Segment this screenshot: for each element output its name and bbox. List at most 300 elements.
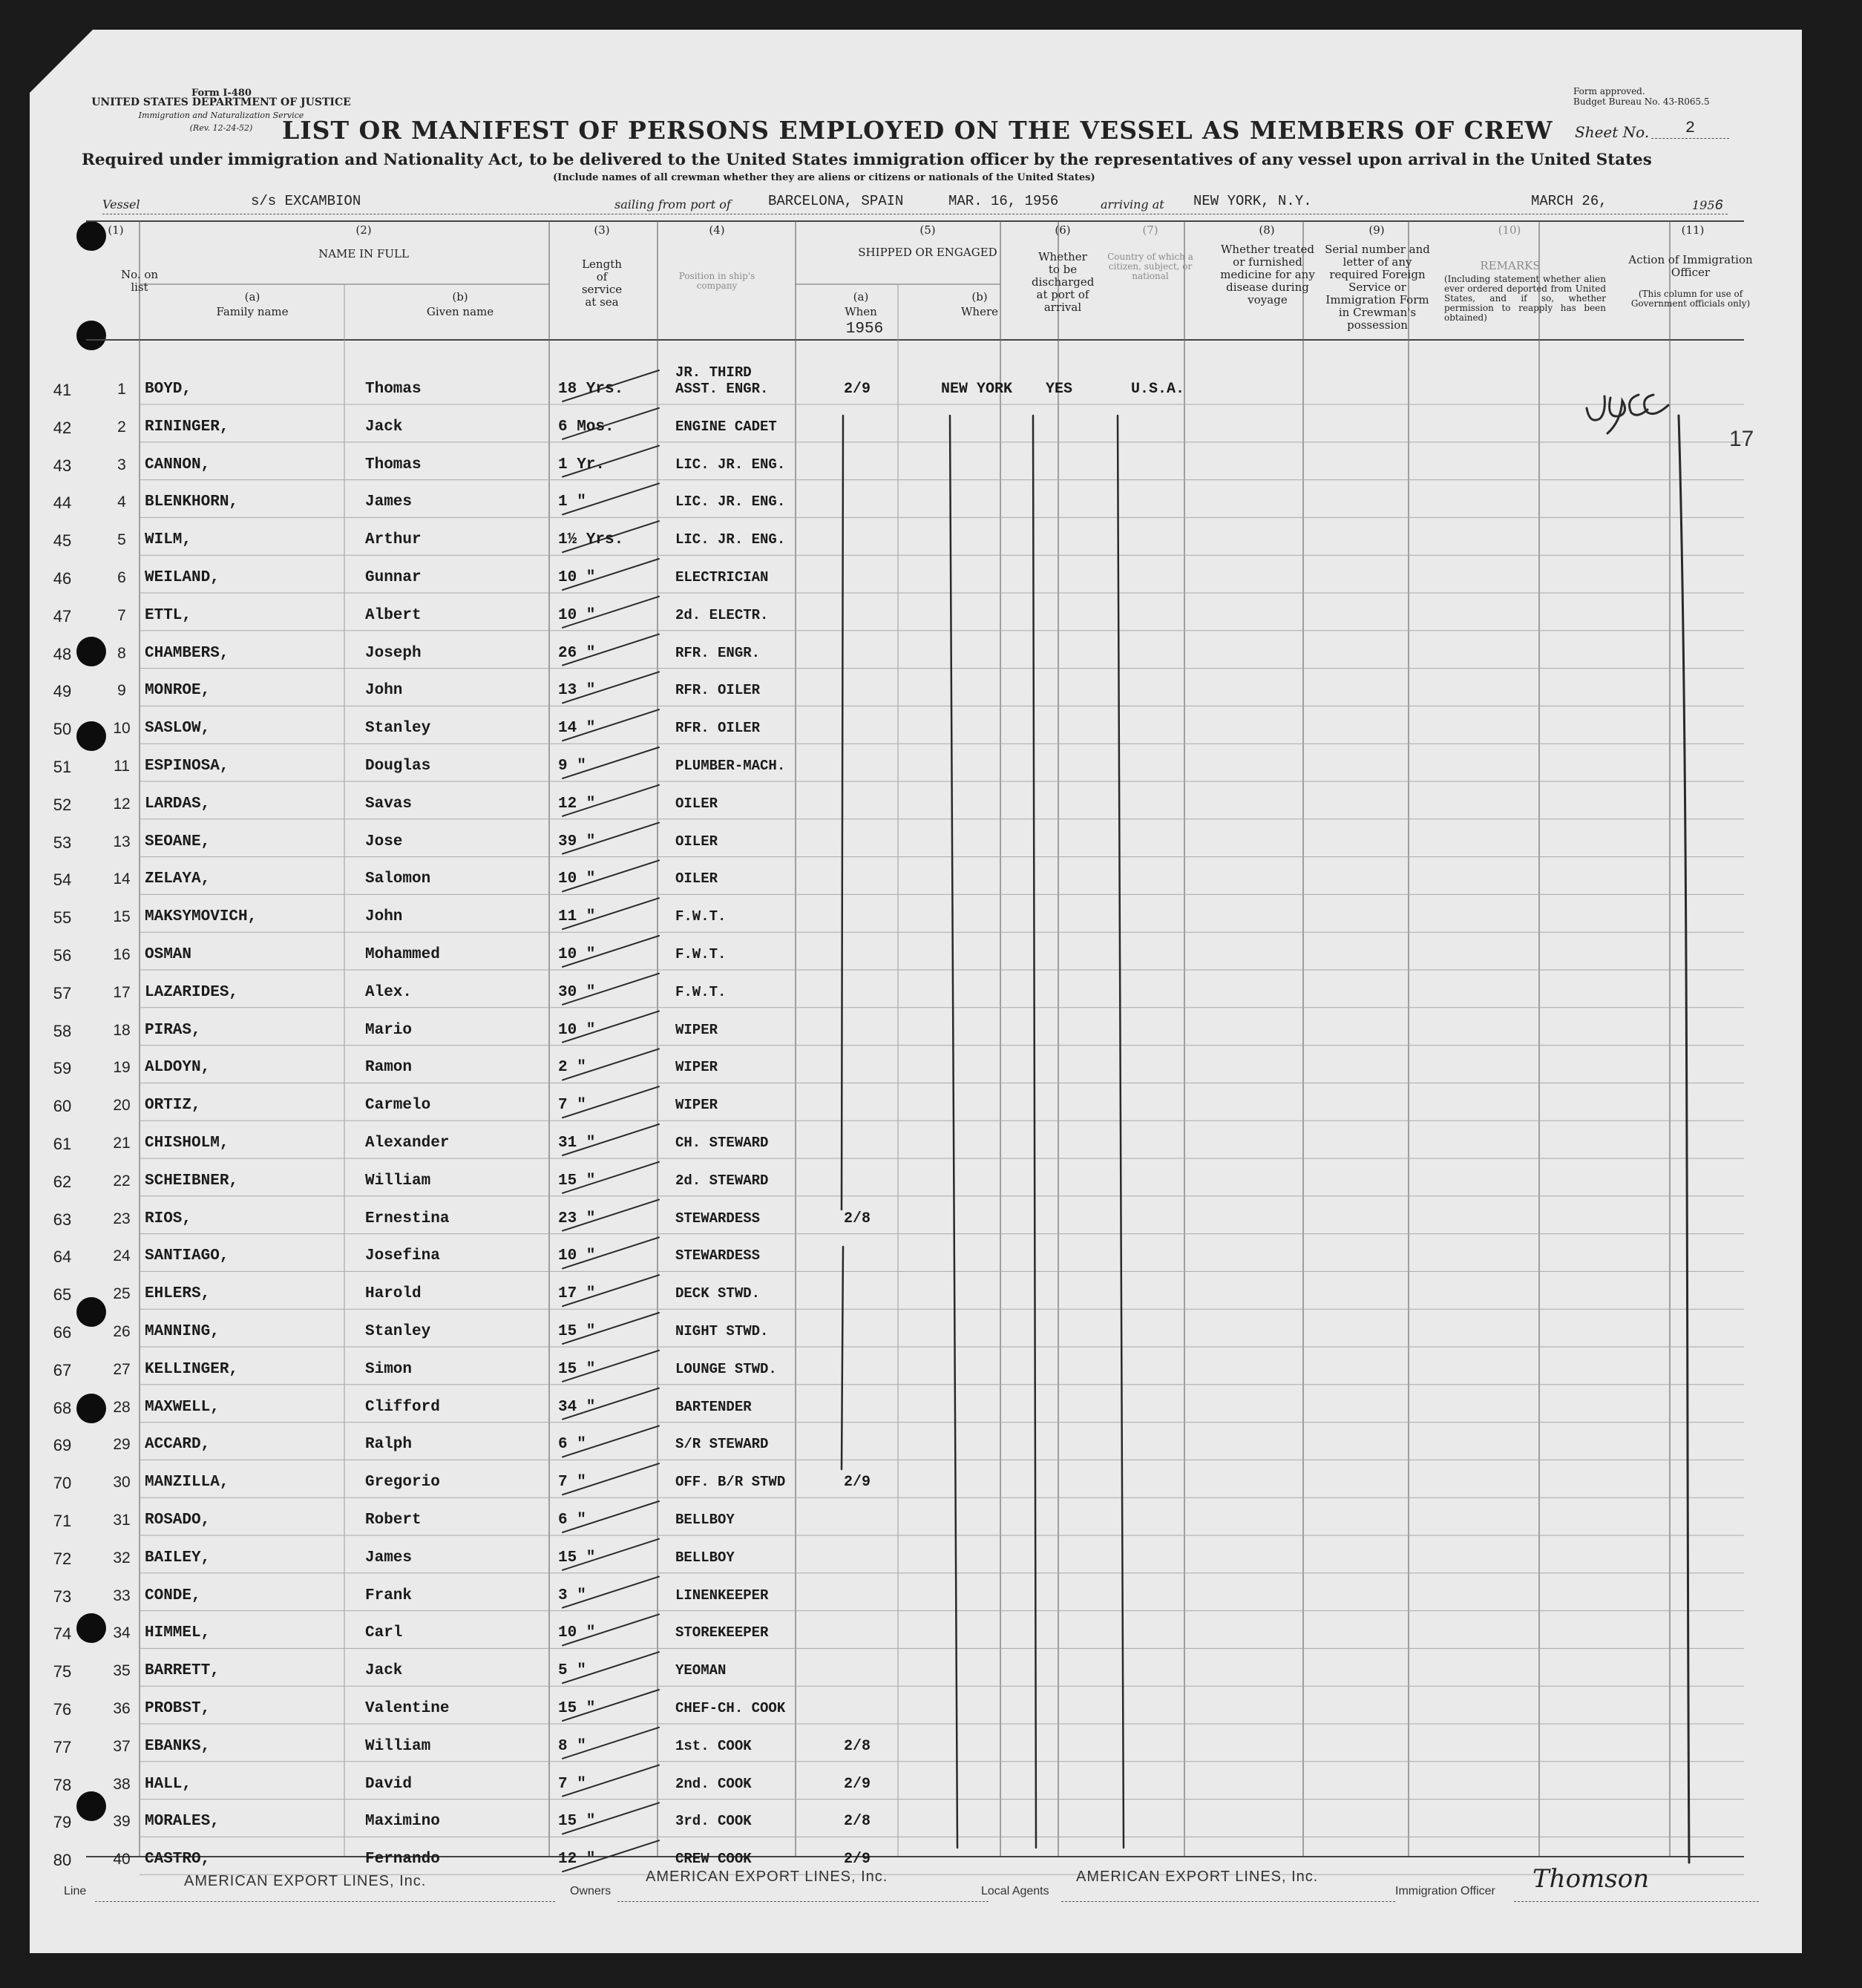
list-number: 13 [113,833,131,850]
legal-requirement: Required under immigration and Nationality Act, to be delivered to the United States immigration officer by the representatives of any vessel upon arrival in the United States [82,151,1652,169]
position: STEWARDESS [675,1247,761,1264]
given-name: Douglas [365,758,431,775]
family-name: ORTIZ, [145,1097,201,1115]
family-name: ETTL, [145,606,192,624]
list-number: 24 [113,1247,131,1265]
given-name: Carl [365,1624,403,1642]
list-number: 11 [114,758,130,775]
family-name: ESPINOSA, [145,758,229,775]
agency-service: Immigration and Naturalization Service [138,111,304,120]
family-name: ALDOYN, [145,1059,211,1077]
family-name: PIRAS, [145,1021,201,1039]
position: YEOMAN [675,1662,727,1679]
list-number: 20 [113,1097,131,1115]
position: LIC. JR. ENG. [675,456,786,473]
given-name: Gregorio [365,1474,440,1492]
arriving-label: arriving at [1101,197,1164,211]
line-number: 80 [53,1851,72,1870]
line-number: 65 [53,1285,72,1305]
col2a-label: Family name [216,305,289,318]
length-of-service: 15 " [558,1549,596,1567]
length-of-service: 10 " [558,569,596,586]
family-name: SCHEIBNER, [145,1172,239,1190]
given-name: Josefina [365,1247,440,1265]
given-name: Simon [365,1360,413,1378]
position: RFR. OILER [675,720,761,737]
line-number: 42 [53,418,72,437]
departure-date: MAR. 16, 1956 [948,193,1059,209]
family-name: CHAMBERS, [145,644,229,662]
length-of-service: 10 " [558,870,596,888]
owners-underline [617,1901,989,1902]
col2b-number: (b) [452,290,468,304]
line-number: 51 [53,758,72,776]
length-of-service: 10 " [558,1021,596,1039]
col9-label: Serial number and letter of any required Foreign Service or Immigration Form in Crewman's possession [1325,243,1430,332]
given-name: Valentine [365,1700,450,1717]
length-of-service: 6 " [558,1512,586,1529]
position: CHEF-CH. COOK [675,1700,786,1716]
position: JR. THIRD ASST. ENGR. [675,364,769,397]
family-name: RININGER, [145,418,229,436]
family-name: ZELAYA, [145,870,211,888]
col5-number: (5) [919,223,936,237]
page-tally: 17 [1729,427,1754,451]
position: CREW COOK [675,1851,752,1868]
given-name: David [365,1775,413,1793]
position: 2nd. COOK [675,1775,752,1792]
col7-label: Country of which a citizen, subject, or national [1107,252,1193,281]
list-number: 38 [113,1775,131,1793]
list-number: 22 [113,1172,131,1190]
shipped-where: NEW YORK [940,381,1012,398]
given-name: James [365,1549,413,1567]
family-name: BLENKHORN, [145,493,239,511]
family-name: OSMAN [145,946,192,963]
position: ELECTRICIAN [675,569,769,585]
length-of-service: 18 Yrs. [558,381,624,398]
line-number: 60 [53,1097,72,1116]
list-number: 37 [113,1737,131,1755]
agents-value: AMERICAN EXPORT LINES, Inc. [1076,1869,1319,1885]
line-number: 59 [53,1059,72,1078]
officer-label: Immigration Officer [1395,1885,1495,1897]
family-name: LAZARIDES, [145,983,239,1001]
discharged-flag: YES [1045,381,1072,398]
given-name: Jack [365,418,403,436]
col11-label: Action of Immigration Officer [1628,253,1753,279]
line-number: 73 [53,1587,72,1606]
col11-note: (This column for use of Government officials only) [1630,289,1751,309]
shipped-when: 2/9 [843,1851,871,1869]
agents-underline [1061,1901,1395,1902]
position: NIGHT STWD. [675,1323,769,1339]
list-number: 31 [113,1512,131,1529]
given-name: Stanley [365,720,431,738]
family-name: EHLERS, [145,1285,211,1303]
line-number: 69 [53,1436,72,1455]
col2-number: (2) [355,223,372,237]
col10-number: (10) [1498,223,1521,237]
family-name: HALL, [145,1775,192,1793]
year-suffix: 6 [1714,197,1723,214]
officer-initials-mark [1581,378,1692,445]
length-of-service: 15 " [558,1323,596,1340]
col1-number: (1) [108,223,124,237]
officer-signature: Thomson [1532,1864,1650,1894]
length-of-service: 31 " [558,1135,596,1152]
col8-number: (8) [1259,223,1275,237]
line-value: AMERICAN EXPORT LINES, Inc. [184,1873,427,1889]
col6-number: (6) [1055,223,1071,237]
given-name: Harold [365,1285,422,1303]
given-name: William [365,1737,431,1755]
family-name: BARRETT, [145,1662,220,1680]
list-number: 23 [113,1210,131,1227]
line-number: 55 [53,908,72,928]
length-of-service: 7 " [558,1097,586,1115]
line-underline [95,1901,555,1902]
col3-label: Length of service at sea [581,257,623,309]
family-name: LARDAS, [145,795,211,813]
position: PLUMBER-MACH. [675,758,786,774]
line-number: 45 [53,531,72,551]
position: OILER [675,795,718,812]
owners-value: AMERICAN EXPORT LINES, Inc. [646,1869,888,1885]
family-name: CONDE, [145,1587,201,1604]
officer-underline [1514,1901,1759,1902]
length-of-service: 23 " [558,1210,596,1227]
list-number: 14 [113,870,131,888]
family-name: KELLINGER, [145,1360,239,1378]
position: LINENKEEPER [675,1587,769,1604]
position: ENGINE CADET [675,418,777,435]
length-of-service: 1 Yr. [558,456,606,473]
line-number: 77 [53,1737,72,1756]
col6-label: Whether to be discharged at port of arrival [1032,250,1095,314]
length-of-service: 15 " [558,1700,596,1717]
family-name: WILM, [145,531,192,549]
length-of-service: 15 " [558,1360,596,1378]
list-number: 17 [113,983,131,1001]
family-name: MANZILLA, [145,1474,229,1492]
col8-label: Whether treated or furnished medicine for any disease during voyage [1220,243,1315,306]
citizenship-country: U.S.A. [1130,381,1184,398]
list-number: 9 [117,682,126,700]
family-name: PROBST, [145,1700,211,1717]
length-of-service: 6 " [558,1436,586,1454]
list-number: 16 [113,946,131,963]
given-name: Carmelo [365,1097,431,1115]
family-name: EBANKS, [145,1737,211,1755]
length-of-service: 5 " [558,1662,586,1680]
line-number: 56 [53,946,72,965]
sailing-label: sailing from port of [614,197,731,211]
family-name: MORALES, [145,1813,220,1831]
given-name: Gunnar [365,569,422,586]
line-number: 62 [53,1172,72,1191]
given-name: Clifford [365,1398,440,1416]
length-of-service: 10 " [558,1247,596,1265]
length-of-service: 39 " [558,833,596,850]
given-name: Salomon [365,870,431,888]
position: WIPER [675,1097,718,1114]
given-name: Alexander [365,1135,450,1152]
length-of-service: 17 " [558,1285,596,1303]
length-of-service: 12 " [558,795,596,813]
line-number: 53 [53,833,72,852]
list-number: 34 [113,1624,131,1642]
family-name: ACCARD, [145,1436,211,1454]
length-of-service: 26 " [558,644,596,662]
arrival-port: NEW YORK, N.Y. [1193,193,1312,209]
list-number: 25 [113,1285,131,1303]
length-of-service: 1 " [558,493,586,511]
given-name: John [365,908,403,926]
officer-initials-text: UGC [1677,441,1679,442]
position: LIC. JR. ENG. [675,493,786,511]
list-number: 39 [113,1813,131,1831]
family-name: ROSADO, [145,1512,211,1529]
position: F.W.T. [675,946,727,962]
col4-label: Position in ship's company [678,271,755,291]
line-number: 41 [53,381,72,399]
form-revision: (Rev. 12-24-52) [189,123,253,133]
position: DECK STWD. [675,1285,761,1302]
list-number: 29 [113,1436,131,1454]
position: F.W.T. [675,983,727,1000]
family-name: CASTRO, [145,1851,211,1869]
position: 1st. COOK [675,1737,752,1754]
shipped-when: 2/8 [843,1210,871,1227]
position: BELLBOY [675,1512,735,1528]
agents-label: Local Agents [981,1885,1049,1897]
vessel-name: s/s EXCAMBION [251,193,361,209]
officer-ditto-stroke [1679,416,1689,1863]
line-number: 44 [53,493,72,513]
family-name: BAILEY, [145,1549,211,1567]
line-number: 75 [53,1662,72,1682]
line-number: 67 [53,1360,72,1380]
col4-number: (4) [709,223,725,237]
sheet-label: Sheet No. [1575,123,1650,141]
line-number: 63 [53,1210,72,1229]
approval-line: Form approved. [1573,86,1645,96]
given-name: Savas [365,795,413,813]
family-name: MANNING, [145,1323,220,1340]
family-name: CHISHOLM, [145,1135,229,1152]
line-number: 74 [53,1624,72,1644]
col1-label: No. on list [120,268,159,294]
list-number: 7 [117,606,126,624]
length-of-service: 15 " [558,1813,596,1831]
given-name: William [365,1172,431,1190]
list-number: 33 [113,1587,131,1604]
length-of-service: 10 " [558,1624,596,1642]
given-name: Mohammed [365,946,440,963]
include-note: (Include names of all crewman whether they are aliens or citizens or nationals of the United States) [553,172,1095,183]
list-number: 1 [117,381,126,398]
given-name: Mario [365,1021,413,1039]
family-name: WEILAND, [145,569,220,586]
given-name: Thomas [365,381,422,398]
given-name: Frank [365,1587,413,1604]
list-number: 35 [113,1662,131,1680]
given-name: Ramon [365,1059,413,1077]
position: CH. STEWARD [675,1135,769,1151]
col10-note: (Including statement whether alien ever ordered deported from United States, and if so, whether permission to reapply has been obtained) [1444,274,1606,323]
given-name: Albert [365,606,422,624]
col2-label: NAME IN FULL [318,247,409,260]
length-of-service: 1½ Yrs. [558,531,624,549]
year-prefix: 195 [1692,198,1715,212]
line-number: 71 [53,1512,72,1530]
col5-label: SHIPPED OR ENGAGED [858,246,997,259]
family-name: RIOS, [145,1210,192,1227]
line-number: 48 [53,644,72,663]
list-number: 36 [113,1700,131,1717]
position: 2d. ELECTR. [675,606,769,623]
position: STEWARDESS [675,1210,761,1227]
col7-number: (7) [1142,223,1158,237]
when-ditto-stroke [842,416,843,1210]
given-name: Joseph [365,644,422,662]
agency-name: UNITED STATES DEPARTMENT OF JUSTICE [91,96,351,108]
line-number: 72 [53,1549,72,1568]
position: OILER [675,833,718,850]
shipped-when: 2/8 [843,1737,871,1755]
position: BARTENDER [675,1398,752,1415]
col5b-number: (b) [971,290,988,304]
line-number: 46 [53,569,72,588]
line-number: 43 [53,456,72,475]
list-number: 26 [113,1323,131,1340]
col5b-label: Where [960,305,998,318]
position: LOUNGE STWD. [675,1360,777,1377]
given-name: Jose [365,833,403,850]
length-of-service: 7 " [558,1775,586,1793]
list-number: 18 [113,1021,131,1039]
position: F.W.T. [675,908,727,925]
col2a-number: (a) [244,290,260,304]
vessel-label: Vessel [102,197,140,211]
line-number: 50 [53,720,72,739]
given-name: Ernestina [365,1210,450,1227]
length-of-service: 12 " [558,1851,596,1869]
line-label: Line [64,1885,87,1897]
length-of-service: 8 " [558,1737,586,1755]
length-of-service: 2 " [558,1059,586,1077]
line-number: 79 [53,1813,72,1832]
given-name: Jack [365,1662,403,1680]
list-number: 15 [113,908,131,926]
length-of-service: 34 " [558,1398,596,1416]
position: OILER [675,870,718,888]
list-number: 10 [113,720,131,738]
length-of-service: 7 " [558,1474,586,1492]
position: BELLBOY [675,1549,735,1566]
line-number: 64 [53,1247,72,1267]
given-name: James [365,493,413,511]
position: 3rd. COOK [675,1813,752,1830]
length-of-service: 10 " [558,946,596,963]
given-name: Maximino [365,1813,440,1831]
position: LIC. JR. ENG. [675,531,786,548]
family-name: MAXWELL, [145,1398,220,1416]
list-number: 3 [117,456,126,473]
length-of-service: 14 " [558,720,596,738]
line-number: 58 [53,1021,72,1040]
col5a-number: (a) [853,290,869,304]
line-number: 57 [53,983,72,1003]
family-name: MAKSYMOVICH, [145,908,258,926]
budget-bureau-number: Budget Bureau No. 43-R065.5 [1573,96,1710,107]
form-number: Form I-480 [191,88,252,99]
line-number: 49 [53,682,72,701]
col3-number: (3) [594,223,610,237]
length-of-service: 3 " [558,1587,586,1604]
line-number: 61 [53,1135,72,1153]
list-number: 27 [113,1360,131,1378]
owners-label: Owners [570,1885,612,1897]
footer [59,1864,1759,1903]
family-name: SEOANE, [145,833,211,850]
line-number: 78 [53,1775,72,1794]
shipped-when: 2/8 [843,1813,871,1831]
col2b-label: Given name [426,305,494,318]
family-name: BOYD, [145,381,192,398]
length-of-service: 30 " [558,983,596,1001]
line-number: 70 [53,1474,72,1493]
col5a-label: When [845,305,877,318]
length-of-service: 6 Mos. [558,418,614,436]
line-number: 66 [53,1323,72,1342]
family-name: SANTIAGO, [145,1247,229,1265]
given-name: Robert [365,1512,422,1529]
list-number: 28 [113,1398,131,1416]
list-number: 40 [113,1851,131,1869]
list-number: 21 [113,1135,131,1152]
col5a-year: 1956 [845,321,884,338]
list-number: 2 [117,418,126,436]
shipped-when: 2/9 [843,1474,871,1492]
line-number: 68 [53,1398,72,1417]
position: 2d. STEWARD [675,1172,769,1189]
list-number: 32 [113,1549,131,1567]
position: STOREKEEPER [675,1624,769,1641]
list-number: 4 [117,493,126,511]
length-of-service: 10 " [558,606,596,624]
list-number: 12 [113,795,131,813]
list-number: 19 [113,1059,131,1077]
col9-number: (9) [1368,223,1385,237]
family-name: CANNON, [145,456,211,473]
list-number: 8 [117,644,126,662]
sheet-number: 2 [1651,119,1729,139]
length-of-service: 15 " [558,1172,596,1190]
given-name: Arthur [365,531,422,549]
position: RFR. OILER [675,682,761,699]
list-number: 6 [117,569,126,586]
line-number: 76 [53,1700,72,1719]
col11-number: (11) [1681,223,1705,237]
length-of-service: 9 " [558,758,586,775]
length-of-service: 13 " [558,682,596,700]
length-of-service: 11 " [558,908,596,926]
line-number: 47 [53,606,72,626]
col10-label: REMARKS [1480,259,1541,272]
position: RFR. ENGR. [675,644,761,661]
